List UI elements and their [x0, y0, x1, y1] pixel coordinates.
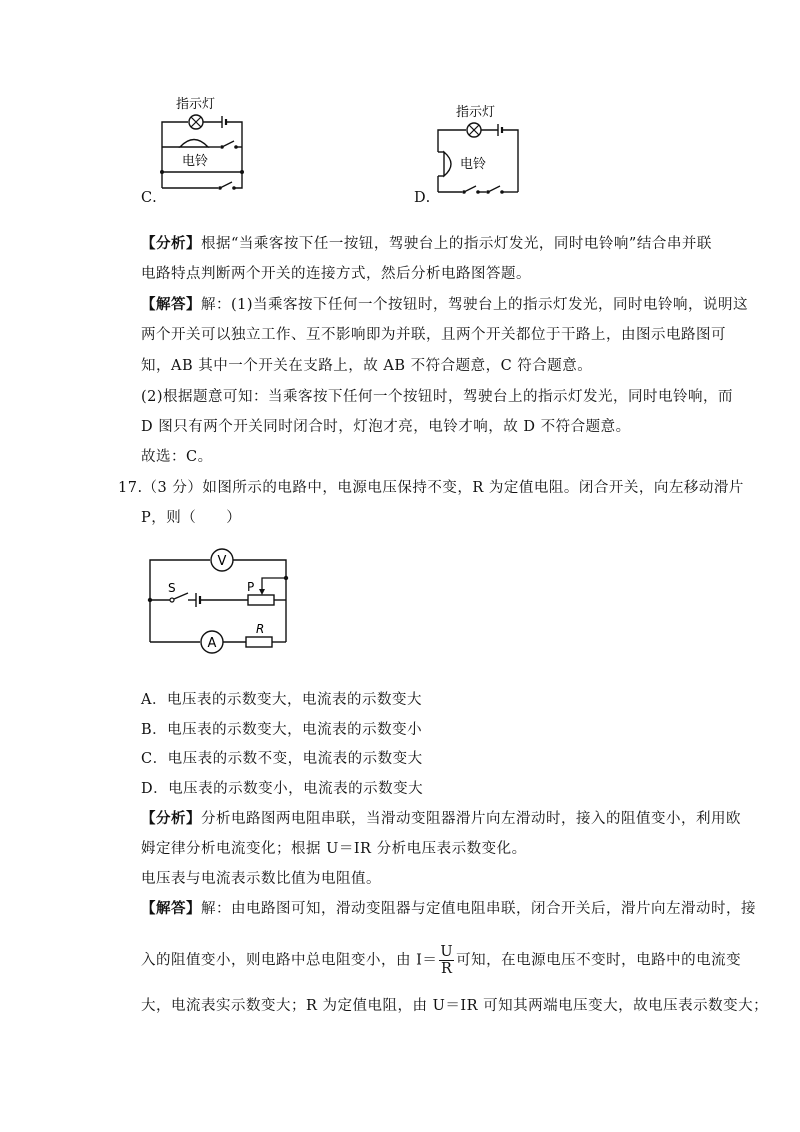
switch-icon: [222, 141, 234, 147]
bell-label-d: 电铃: [460, 157, 487, 172]
resistor-label: R: [256, 622, 265, 636]
bell-icon: [180, 140, 208, 148]
q16-answer-line5: D 图只有两个开关同时闭合时，灯泡才亮，电铃才响，故 D 不符合题意。: [141, 419, 631, 435]
circuit-figure-c: [150, 92, 260, 197]
q16-choose: 故选：C。: [141, 449, 213, 465]
q16-answer-line3: 知，AB 其中一个开关在支路上，故 AB 不符合题意，C 符合题意。: [141, 358, 593, 374]
switch-label: S: [168, 581, 176, 595]
q16-answer-line4: (2)根据题意可知：当乘客按下任何一个按钮时，驾驶台上的指示灯发光，同时电铃响，而: [141, 389, 734, 405]
q17-option-c[interactable]: C．电压表的示数不变，电流表的示数变大: [141, 751, 423, 767]
q17-answer-line1: [141, 899, 756, 919]
q17-analysis-line2: 姆定律分析电流变化；根据 U＝IR 分析电压表示数变化。: [141, 841, 527, 857]
lamp-label-d: 指示灯: [456, 105, 496, 120]
analysis-tag: 【分析】: [141, 810, 201, 827]
analysis-text: 分析电路图两电阻串联，当滑动变阻器滑片向左滑动时，接入的阻值变小，利用欧: [201, 811, 741, 827]
fraction-denominator: R: [441, 961, 453, 977]
q17-stem-line1: 17.（3 分）如图所示的电路中，电源电压保持不变，R 为定值电阻。闭合开关，向左移动滑片: [118, 480, 744, 496]
switch-icon: [174, 593, 188, 599]
resistor-icon: [246, 637, 272, 647]
q17-analysis-line1: [141, 809, 741, 829]
q17-answer-line2: [141, 944, 741, 977]
q17-stem-line2: P，则（ ）: [141, 510, 242, 526]
switch-icon: [220, 182, 232, 188]
analysis-tag: 【分析】: [141, 235, 201, 252]
q16-analysis-line2: 电路特点判断两个开关的连接方式，然后分析电路图答题。: [141, 266, 531, 282]
answer-text: 解：由电路图可知，滑动变阻器与定值电阻串联，闭合开关后，滑片向左滑动时，接: [201, 901, 756, 917]
q16-answer-line1: [141, 295, 748, 315]
bell-icon: [444, 152, 451, 176]
analysis-text: 根据“当乘客按下任一按钮，驾驶台上的指示灯发光，同时电铃响”结合串并联: [201, 236, 712, 252]
q16-answer-line2: 两个开关可以独立工作、互不影响即为并联，且两个开关都位于干路上，由图示电路图可: [141, 327, 726, 343]
bell-label-c: 电铃: [182, 154, 209, 169]
fraction-numerator: U: [440, 944, 454, 960]
answer-tag: 【解答】: [141, 296, 201, 313]
circuit-figure-d: [430, 100, 530, 200]
option-c-label: C.: [141, 190, 158, 206]
q17-option-b[interactable]: B．电压表的示数变大，电流表的示数变小: [141, 722, 423, 738]
circuit-figure-q17: [144, 540, 300, 660]
switch-icon: [488, 186, 500, 192]
q17-answer-line3: 大，电流表实示数变大；R 为定值电阻，由 U＝IR 可知其两端电压变大，故电压表示数变大；: [141, 998, 769, 1014]
option-d-label: D.: [414, 190, 431, 206]
answer-text: 解：(1)当乘客按下任何一个按钮时，驾驶台上的指示灯发光，同时电铃响，说明这: [201, 297, 749, 313]
rheostat-icon: [248, 595, 274, 605]
voltmeter-label: V: [217, 554, 227, 569]
q17-option-a[interactable]: A．电压表的示数变大，电流表的示数变大: [141, 692, 422, 708]
ammeter-label: A: [207, 636, 217, 651]
lamp-label-c: 指示灯: [176, 97, 216, 112]
answer-text-pre-formula: 入的阻值变小，则电路中总电阻变小，由 I＝: [141, 952, 438, 969]
q17-analysis-line3: 电压表与电流表示数比值为电阻值。: [141, 871, 381, 887]
q17-option-d[interactable]: D．电压表的示数变小，电流表的示数变大: [141, 781, 424, 797]
slider-label: P: [247, 580, 255, 594]
ohm-law-fraction: [439, 944, 454, 977]
q16-analysis-line1: [141, 234, 712, 254]
answer-text-post-formula: 可知，在电源电压不变时，电路中的电流变: [456, 952, 742, 969]
switch-icon: [464, 186, 476, 192]
answer-tag: 【解答】: [141, 900, 201, 917]
